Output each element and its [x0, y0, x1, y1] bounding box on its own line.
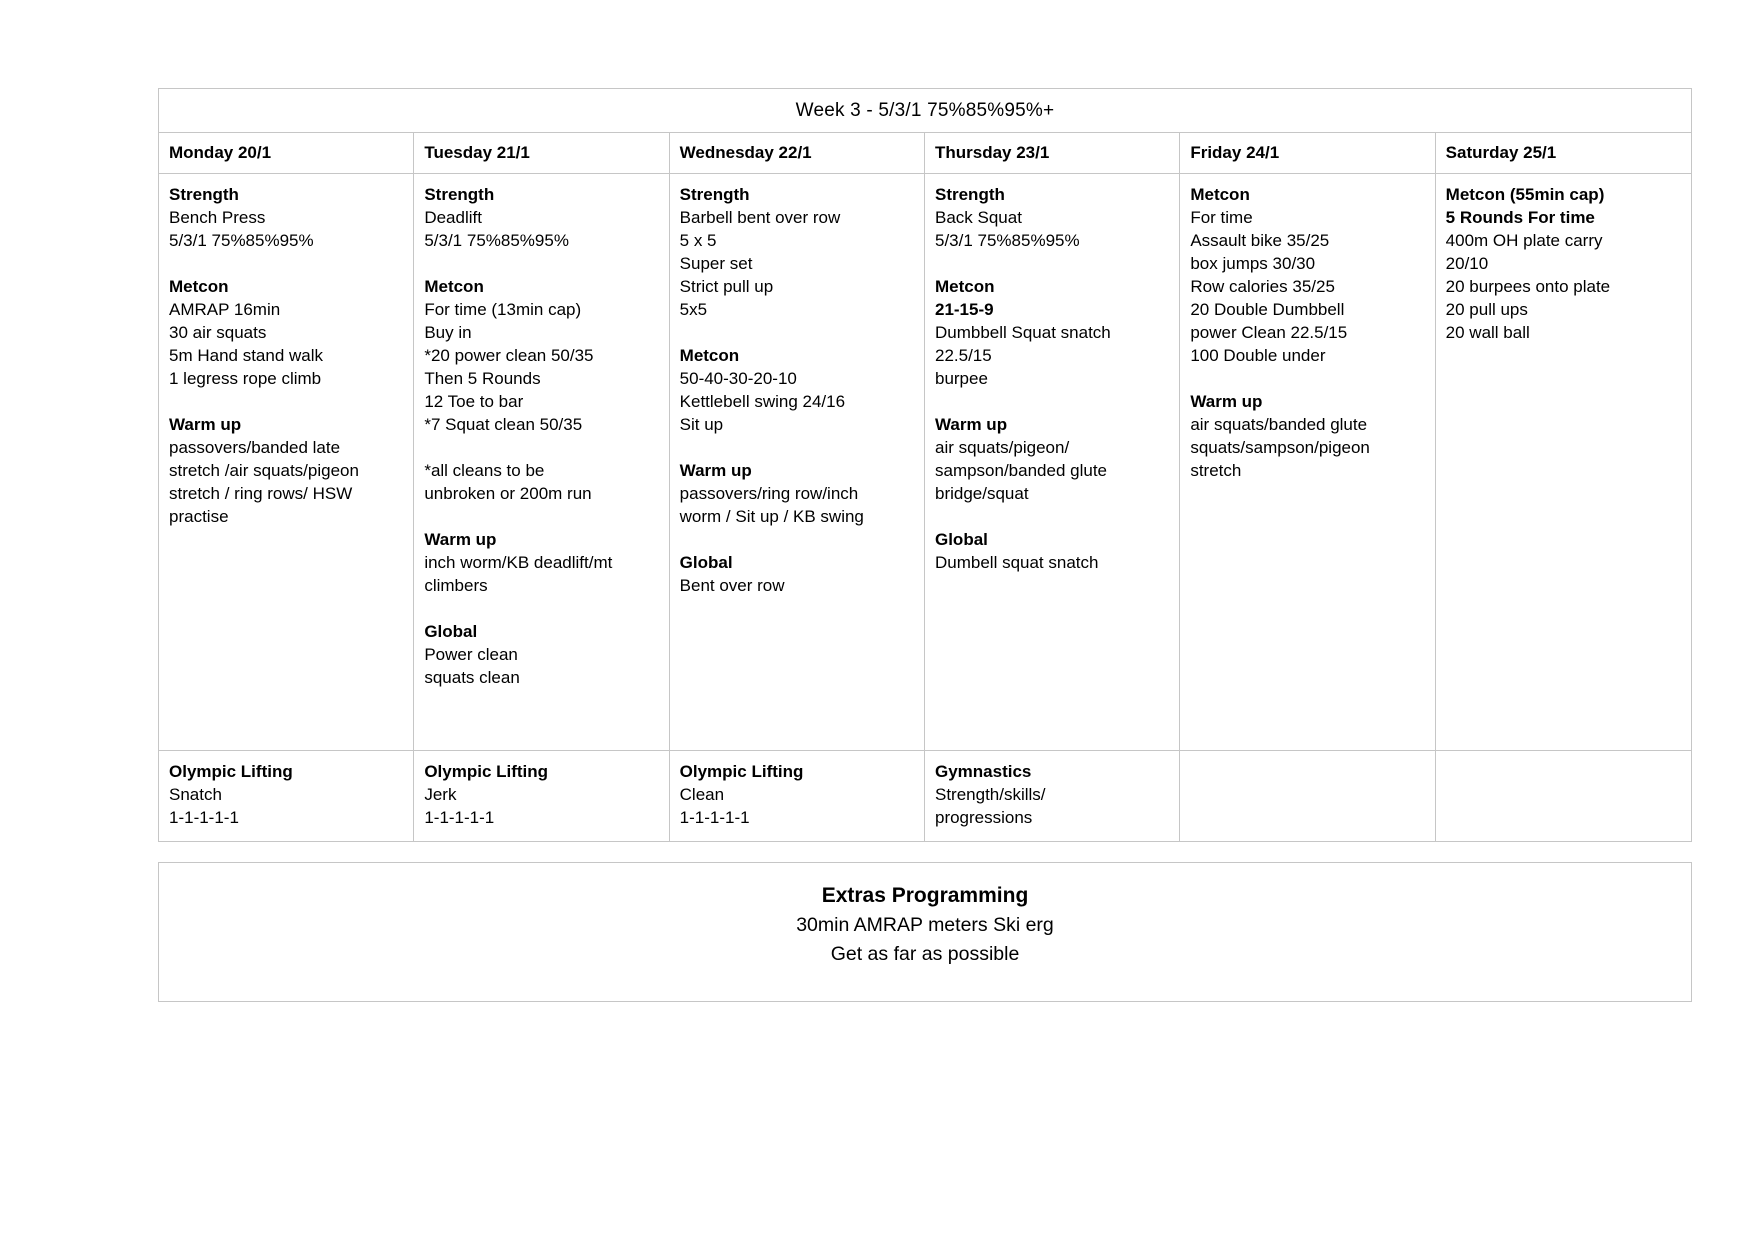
workout-line: 5m Hand stand walk	[169, 346, 324, 365]
workout-line: 1-1-1-1-1	[424, 808, 495, 827]
workout-line: Dumbbell Squat snatch	[934, 323, 1111, 342]
workout-line: 1-1-1-1-1	[169, 808, 239, 827]
accessory-cell-saturday	[1436, 751, 1691, 841]
extras-lines	[159, 911, 1691, 969]
workout-line: 5/3/1 75%85%95%	[424, 231, 569, 250]
workout-line	[169, 390, 403, 413]
workout-line: 5/3/1 75%85%95%	[169, 231, 314, 250]
workout-line: 50-40-30-20-10	[679, 369, 797, 388]
workout-line: Warm up	[679, 461, 752, 480]
extras-line: Get as far as possible	[830, 943, 1020, 965]
accessory-cell-monday	[159, 751, 414, 841]
workout-line: burpee	[934, 369, 988, 388]
workout-line: 400m OH plate carry	[1445, 231, 1603, 250]
day-header-friday: Friday 24/1	[1180, 133, 1435, 174]
workout-line: Then 5 Rounds	[424, 369, 541, 388]
workout-line: Global	[679, 553, 733, 572]
workout-line: *all cleans to be	[424, 461, 545, 480]
workout-line: unbroken or 200m run	[424, 484, 592, 503]
workout-line: box jumps 30/30	[1190, 254, 1316, 273]
week-title: Week 3 - 5/3/1 75%85%95%+	[159, 89, 1691, 133]
day-header-tuesday: Tuesday 21/1	[414, 133, 669, 174]
workout-line: 20 Double Dumbbell	[1190, 300, 1345, 319]
workout-line: Strength/skills/	[934, 785, 1046, 804]
workout-line: Jerk	[424, 785, 457, 804]
workout-line: Super set	[679, 254, 753, 273]
workout-line	[935, 505, 1169, 528]
workout-line: power Clean 22.5/15	[1190, 323, 1348, 342]
workout-line: Warm up	[1190, 392, 1263, 411]
workout-line: Barbell bent over row	[679, 208, 841, 227]
workout-line: Metcon	[1190, 185, 1250, 204]
workout-line: Bent over row	[679, 576, 785, 595]
accessory-cell-friday	[1180, 751, 1435, 841]
workout-line: 100 Double under	[1190, 346, 1326, 365]
workout-line: 20 burpees onto plate	[1445, 277, 1611, 296]
workout-cell-wednesday	[670, 174, 925, 751]
workout-line: Metcon	[934, 277, 995, 296]
workout-line	[680, 321, 914, 344]
workout-line	[424, 597, 658, 620]
workout-line: Gymnastics	[934, 762, 1032, 781]
workout-line: AMRAP 16min	[169, 300, 281, 319]
workout-line: Olympic Lifting	[169, 762, 293, 781]
workout-line: Warm up	[424, 530, 497, 549]
workout-line: air squats/banded glute	[1190, 415, 1368, 434]
workout-line: stretch / ring rows/ HSW	[169, 484, 353, 503]
workout-line: For time	[1190, 208, 1253, 227]
accessory-row	[159, 751, 1691, 841]
extras-programming-box	[158, 862, 1692, 1002]
workout-line: Deadlift	[424, 208, 482, 227]
workout-line: Olympic Lifting	[679, 762, 804, 781]
workout-line: 5 x 5	[679, 231, 717, 250]
workout-line: passovers/banded late	[169, 438, 341, 457]
workout-line: Clean	[679, 785, 725, 804]
workout-cell-monday	[159, 174, 414, 751]
workout-line: 20 pull ups	[1445, 300, 1528, 319]
workout-line: progressions	[934, 808, 1033, 827]
workout-line: Snatch	[169, 785, 222, 804]
workout-cell-saturday	[1436, 174, 1691, 751]
workout-line	[935, 390, 1169, 413]
workout-line: 5x5	[679, 300, 708, 319]
workout-line: Strength	[169, 185, 239, 204]
workout-line: Back Squat	[934, 208, 1022, 227]
workout-line	[935, 252, 1169, 275]
workout-line: Warm up	[934, 415, 1008, 434]
workout-line: Global	[934, 530, 988, 549]
day-header-monday: Monday 20/1	[159, 133, 414, 174]
workout-line: Row calories 35/25	[1190, 277, 1335, 296]
workout-line: Buy in	[424, 323, 472, 342]
workout-line: Olympic Lifting	[424, 762, 549, 781]
workout-line: Global	[424, 622, 478, 641]
workout-line: Kettlebell swing 24/16	[679, 392, 846, 411]
workout-line: 1-1-1-1-1	[679, 808, 750, 827]
workout-row	[159, 174, 1691, 751]
workout-cell-friday	[1180, 174, 1435, 751]
accessory-cell-wednesday	[670, 751, 925, 841]
workout-line: 22.5/15	[934, 346, 992, 365]
workout-line: *20 power clean 50/35	[424, 346, 594, 365]
workout-line: *7 Squat clean 50/35	[424, 415, 583, 434]
accessory-cell-tuesday	[414, 751, 669, 841]
accessory-cell-thursday	[925, 751, 1180, 841]
extras-line: 30min AMRAP meters Ski erg	[796, 914, 1054, 936]
workout-line: stretch	[1190, 461, 1242, 480]
workout-line: bridge/squat	[934, 484, 1029, 503]
workout-line	[680, 436, 914, 459]
extras-title: Extras Programming	[821, 884, 1029, 907]
workout-line	[424, 436, 658, 459]
workout-line: squats/sampson/pigeon	[1190, 438, 1370, 457]
workout-line: 30 air squats	[169, 323, 267, 342]
workout-line	[1190, 367, 1424, 390]
workout-line: Metcon (55min cap)	[1445, 185, 1605, 204]
day-header-row	[159, 133, 1691, 174]
workout-line: 20 wall ball	[1445, 323, 1530, 342]
workout-line: 1 legress rope climb	[169, 369, 322, 388]
workout-line: 12 Toe to bar	[424, 392, 524, 411]
workout-line: Dumbell squat snatch	[934, 553, 1099, 572]
day-header-saturday: Saturday 25/1	[1436, 133, 1691, 174]
workout-line: Strict pull up	[679, 277, 774, 296]
workout-line: worm / Sit up / KB swing	[679, 507, 864, 526]
workout-line: Power clean	[424, 645, 518, 664]
workout-line: Strength	[679, 185, 750, 204]
workout-line	[169, 252, 403, 275]
workout-line: inch worm/KB deadlift/mt	[424, 553, 613, 572]
workout-line: sampson/banded glute	[934, 461, 1108, 480]
workout-line	[424, 505, 658, 528]
workout-line: passovers/ring row/inch	[679, 484, 859, 503]
workout-line: For time (13min cap)	[424, 300, 582, 319]
workout-line: 5/3/1 75%85%95%	[934, 231, 1080, 250]
workout-line	[680, 528, 914, 551]
workout-line: Strength	[934, 185, 1005, 204]
workout-line: Warm up	[169, 415, 242, 434]
workout-line: 21-15-9	[934, 300, 994, 319]
day-header-wednesday: Wednesday 22/1	[670, 133, 925, 174]
workout-line: 20/10	[1445, 254, 1489, 273]
workout-cell-thursday	[925, 174, 1180, 751]
workout-line: stretch /air squats/pigeon	[169, 461, 359, 480]
workout-line: Metcon	[679, 346, 740, 365]
workout-line: Metcon	[424, 277, 484, 296]
workout-line: 5 Rounds For time	[1445, 208, 1595, 227]
workout-line	[424, 252, 658, 275]
workout-line: Sit up	[679, 415, 724, 434]
workout-line: practise	[169, 507, 229, 526]
workout-line: air squats/pigeon/	[934, 438, 1070, 457]
workout-line: squats clean	[424, 668, 520, 687]
workout-line: Strength	[424, 185, 495, 204]
workout-line: Assault bike 35/25	[1190, 231, 1330, 250]
day-header-thursday: Thursday 23/1	[925, 133, 1180, 174]
workout-cell-tuesday	[414, 174, 669, 751]
week-table	[158, 88, 1692, 842]
workout-line: Metcon	[169, 277, 229, 296]
workout-line: Bench Press	[169, 208, 266, 227]
workout-line: climbers	[424, 576, 488, 595]
